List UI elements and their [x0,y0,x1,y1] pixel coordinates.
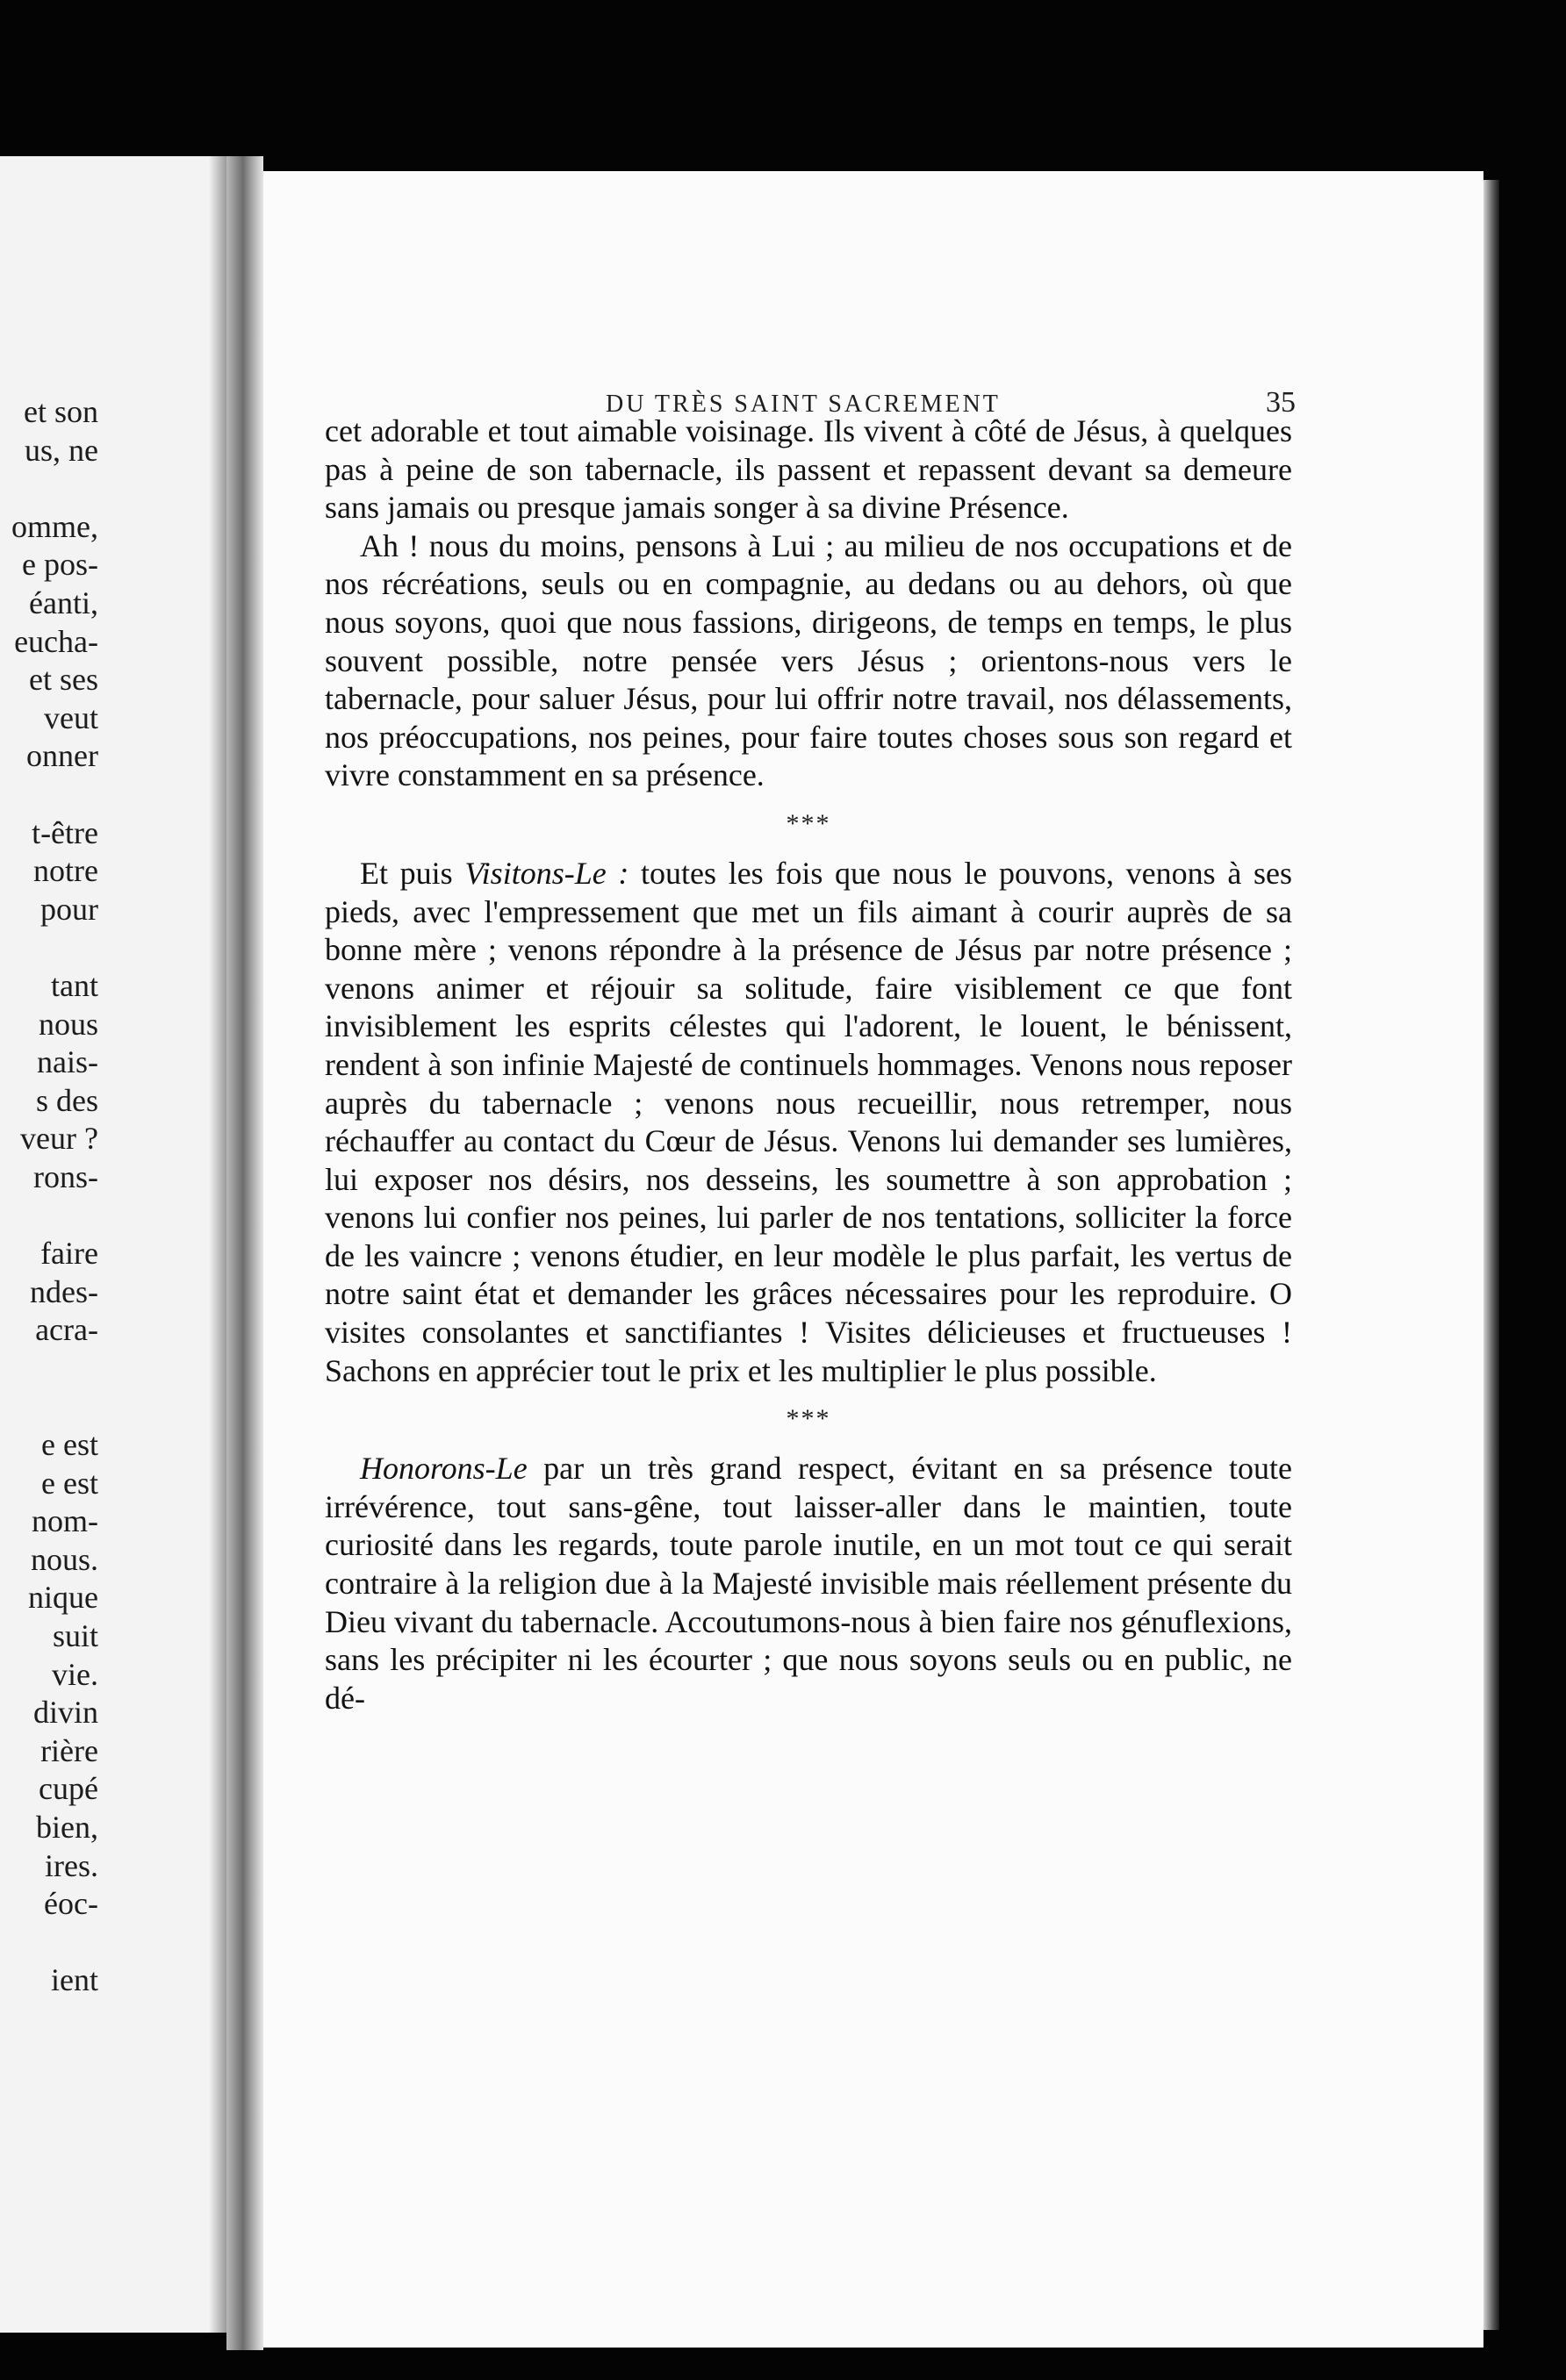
left-page-line [0,470,98,508]
left-page-line: veur ? [20,1121,98,1157]
left-page-line: notre [33,853,98,889]
paragraph-visitons [325,855,1292,1390]
left-page-line: faire [40,1236,98,1272]
left-page-line: et ses [29,662,98,698]
left-page-line: e pos- [22,547,98,583]
page-edge-shadow [1483,180,1499,2330]
left-page-line: ndes- [30,1273,98,1309]
running-head: DU TRÈS SAINT SACREMENT [606,391,1001,418]
section-separator-asterism: *** [786,808,831,838]
left-page-line: s des [36,1082,98,1118]
left-page-gutter-shadow [209,156,226,2333]
left-page-line: veut [44,699,98,735]
book-binding [226,156,263,2350]
left-page-line: tant [51,967,98,1003]
left-page-line: nous [38,1006,98,1042]
left-page-line: divin [32,1695,98,1731]
left-facing-page [0,156,226,2333]
left-page-line: suit [52,1618,98,1653]
left-page-line: bien, [36,1809,98,1845]
left-page-line: eucha- [14,623,98,659]
left-page-line: e est [41,1465,98,1501]
left-page-line: rons- [33,1158,98,1194]
left-page-line: nous. [30,1541,98,1577]
left-page-line [0,928,98,967]
left-page-line: us, ne [25,432,98,468]
paragraph-honorons-text: par un très grand respect, évitant en sa présence toute irrévérence, tout sans-gêne, tout laisser-aller dans le maintien, toute curiosité dans les regards, toute parole inutile, en un mot tout ce qui serait contraire à la religion due à la Majesté invisible mais réellement présente du Dieu vivant du tabernacle. Accoutumons-nous à bien faire nos génuflexions, sans les précipiter ni les écourter ; que nous soyons seuls ou en public, ne dé- [325,1451,1292,1716]
left-page-line: vie. [52,1656,98,1692]
left-page-line: nais- [37,1044,98,1080]
keyword-visitons: Visitons-Le : [464,855,629,891]
paragraph-visitons-text: toutes les fois que nous le pouvons, venons à ses pieds, avec l'empressement que met un fils aimant à courir auprès de sa bonne mère ; venons répondre à la présence de Jésus par notre présence ; venons animer et réjouir sa solitude, faire visiblement ce que font invisiblement les esprits célestes qui l'adorent, le louent, le bénissent, rendent à son infinie Majesté de continuels hommages. Venons nous reposer auprès du tabernacle ; venons nous recueillir, nous retremper, nous réchauffer au contact du Cœur de Jésus. Venons lui demander ses lumières, lui exposer nos désirs, nos desseins, les soumettre à son approbation ; venons lui confier nos peines, lui parler de nos tentations, solliciter la force de les vaincre ; venons étudier, en leur modèle le plus parfait, les vertus de notre saint état et demander les grâces nécessaires pour les reproduire. O visites consolantes et sanctifiantes ! Visites délicieuses et fructueuses ! Sachons en apprécier tout le prix et les multiplier le plus possible. [325,855,1292,1388]
left-page-line: rière [40,1732,98,1768]
left-page-line [0,776,98,814]
paragraph-continuation: cet adorable et tout aimable voisinage. Ils vivent à côté de Jésus, à quelques pas à peine de son tabernacle, ils passent et repassent devant sa demeure sans jamais ou presque jamais songer à sa divine Présence. [325,413,1292,526]
left-page-line: éoc- [44,1886,98,1922]
keyword-honorons: Honorons-Le [360,1451,528,1487]
left-page-line: et son [24,394,98,429]
left-page-line: pour [40,891,98,927]
left-page-line [0,1387,98,1426]
page-number: 35 [1266,386,1296,419]
page-body [325,412,1292,1717]
left-page-line: nom- [32,1503,98,1539]
left-page-line: nique [28,1580,98,1616]
left-page-line: t-être [32,814,98,850]
left-page-line: ient [51,1962,98,1998]
left-page-line: e est [41,1427,98,1463]
left-page-line: acra- [35,1312,98,1348]
left-page-line [0,1196,98,1235]
left-page-line: cupé [39,1771,98,1807]
left-page-line: onner [26,738,98,774]
left-page-line: omme, [11,508,98,544]
left-page-line: éanti, [29,584,98,620]
paragraph-pensons: Ah ! nous du moins, pensons à Lui ; au milieu de nos occupations et de nos récréations, seuls ou en compagnie, au dedans ou au dehors, où que nous soyons, quoi que nous fassions, dirigeons, de temps en temps, le plus souvent possible, notre pensée vers Jésus ; orientons-nous vers le tabernacle, pour saluer Jésus, pour lui offrir notre travail, nos délassements, nos préoccupations, nos peines, pour faire toutes choses sous son regard et vivre constamment en sa présence. [325,527,1292,793]
left-page-line [0,1350,98,1388]
section-separator-asterism: *** [786,1404,831,1434]
left-page-text-column [0,393,98,2000]
left-page-line: ires. [45,1847,98,1883]
left-page-line [0,1924,98,1962]
paragraph-visitons-lead: Et puis [360,855,465,891]
paragraph-honorons [325,1450,1292,1717]
